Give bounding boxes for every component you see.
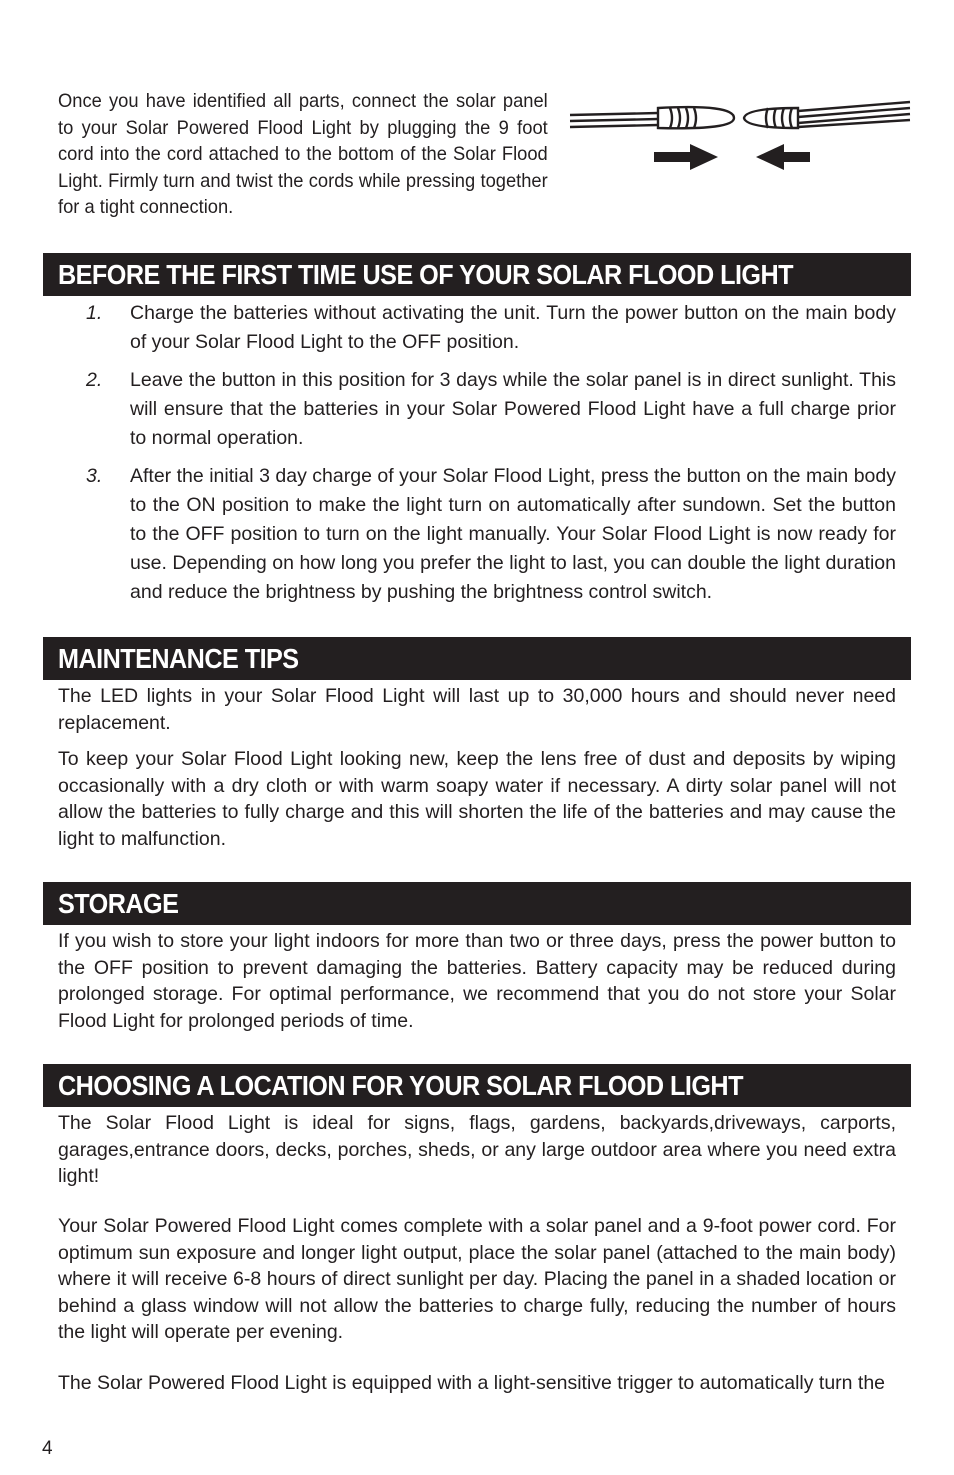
location-paragraph-1: The Solar Flood Light is ideal for signs, flags, gardens, backyards,driveways, carports, garages,entrance doors, decks, porches, sheds, or any large outdoor area where you need extra light! [58, 1112, 896, 1187]
push-left-arrow-icon [756, 144, 810, 170]
section-heading-storage: STORAGE [43, 882, 911, 925]
push-right-arrow-icon [654, 144, 718, 170]
left-cord [570, 107, 734, 128]
intro-paragraph: Once you have identified all parts, connect the solar panel to your Solar Powered Flood Light by plugging the 9 foot cord into the cord attached to the bottom of the Solar Flood Light. Firmly turn and twist the cords while pressing together for a tight connection. [58, 90, 548, 218]
first-use-steps [86, 299, 896, 616]
right-cord [744, 102, 910, 128]
section-heading-maintenance: MAINTENANCE TIPS [43, 637, 911, 680]
location-paragraph-2: Your Solar Powered Flood Light comes complete with a solar panel and a 9-foot power cord. For optimum sun exposure and longer light output, place the solar panel (attached to the main body) where it will receive 6-8 hours of direct sunlight per day. Placing the panel in a shaded location or behind a glass window will not allow the batteries to charge fully, reducing the number of hours the light will operate per evening. [58, 1215, 896, 1343]
section-heading-location: CHOOSING A LOCATION FOR YOUR SOLAR FLOOD LIGHT [43, 1064, 911, 1107]
section-heading-first-use: BEFORE THE FIRST TIME USE OF YOUR SOLAR FLOOD LIGHT [43, 253, 911, 296]
list-item: 2. Leave the button in this position for 3 days while the solar panel is in direct sunlight. This will ensure that the batteries in your Solar Powered Flood Light have a full charge prior to normal operation. [86, 369, 896, 449]
list-item: 1. Charge the batteries without activating the unit. Turn the power button on the main body of your Solar Flood Light to the OFF position. [86, 302, 896, 353]
location-paragraph-3: The Solar Powered Flood Light is equipped with a light-sensitive trigger to automatically turn the [58, 1372, 886, 1394]
page-number: 4 [42, 1438, 53, 1459]
list-item: 3. After the initial 3 day charge of your Solar Flood Light, press the button on the main body to the ON position to make the light turn on automatically after sundown. Set the button to the OFF position to turn on the light manually. Your Solar Flood Light is now ready for use. Depending on how long you prefer the light to last, you can double the light duration and reduce the brightness by pushing the brightness control switch. [86, 465, 896, 603]
maintenance-paragraph-1: The LED lights in your Solar Flood Light will last up to 30,000 hours and should never need replacement. [58, 685, 896, 734]
cord-connection-illustration [566, 96, 912, 176]
maintenance-paragraph-2: To keep your Solar Flood Light looking new, keep the lens free of dust and deposits by wiping occasionally with a dry cloth or with warm soapy water if necessary. A dirty solar panel will not allow the batteries to fully charge and this will shorten the life of the batteries and may cause the light to malfunction. [58, 748, 896, 850]
storage-paragraph: If you wish to store your light indoors for more than two or three days, press the power button to the OFF position to prevent damaging the batteries. Battery capacity may be reduced during prolonged storage. For optimal performance, we recommend that you do not store your Solar Flood Light for prolonged periods of time. [58, 930, 896, 1032]
